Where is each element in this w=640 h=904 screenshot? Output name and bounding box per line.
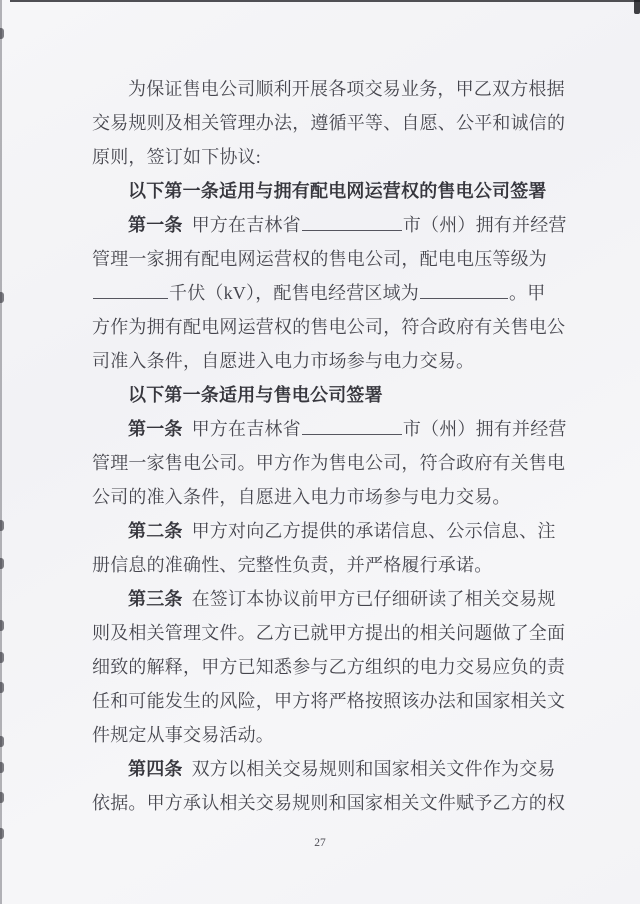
clause-line — [92, 412, 567, 446]
line-text: 交易规则及相关管理办法，遵循平等、自愿、公平和诚信的 — [92, 113, 566, 133]
line-text: 原则，签订如下协议: — [92, 147, 261, 167]
line-text: 为保证售电公司顺利开展各项交易业务，甲乙双方根据 — [128, 79, 565, 99]
scan-binding-mark — [0, 520, 4, 531]
line-text: 甲方对向乙方提供的承诺信息、公示信息、注 — [191, 521, 556, 541]
scan-binding-mark — [0, 558, 4, 569]
line-text: 市（州）拥有并经营 — [402, 419, 567, 439]
clause-line — [92, 208, 567, 242]
document-line — [92, 106, 566, 140]
scan-binding-mark — [0, 762, 4, 773]
line-text: 依据。甲方承认相关交易规则和国家相关文件赋予乙方的权 — [92, 793, 566, 813]
line-text: 则及相关管理文件。乙方已就甲方提出的相关问题做了全面 — [92, 623, 566, 643]
line-text: 公司的准入条件，自愿进入电力市场参与电力交易。 — [92, 487, 511, 507]
line-text: 千伏（kV），配售电经营区域为 — [169, 283, 419, 303]
line-text: 市（州）拥有并经营 — [402, 215, 567, 235]
scan-binding-mark — [0, 620, 4, 631]
line-text: 件规定从事交易活动。 — [92, 725, 274, 745]
document-line — [92, 276, 552, 310]
document-line — [92, 650, 566, 684]
scan-binding-mark — [0, 736, 4, 747]
document-line — [92, 548, 552, 582]
document-line — [92, 616, 566, 650]
clause-number: 第一条 — [128, 215, 183, 235]
scan-binding-mark — [0, 652, 4, 663]
clause-number: 第三条 — [128, 589, 183, 609]
line-text: 在签订本协议前甲方已仔细研读了相关交易规 — [191, 589, 556, 609]
line-text: 双方以相关交易规则和国家相关文件作为交易 — [191, 759, 556, 779]
line-text: 甲方在吉林省 — [191, 419, 301, 439]
section-heading — [92, 174, 552, 208]
page-number: 27 — [314, 837, 326, 849]
fill-in-blank-underline — [302, 226, 402, 231]
line-text: 方作为拥有配电网运营权的售电公司，符合政府有关售电公 — [92, 317, 566, 337]
document-body — [92, 72, 567, 820]
document-line — [92, 684, 566, 718]
fill-in-blank-underline — [302, 430, 402, 435]
clause-number: 第四条 — [128, 759, 183, 779]
document-line — [92, 446, 566, 480]
document-line — [92, 480, 552, 514]
clause-line — [92, 514, 556, 548]
heading-text: 以下第一条适用与拥有配电网运营权的售电公司签署 — [128, 181, 547, 201]
fill-in-blank-underline — [420, 294, 508, 299]
line-text: 甲方在吉林省 — [191, 215, 301, 235]
clause-number: 第一条 — [128, 419, 183, 439]
scan-corner-mark — [634, 0, 640, 14]
document-line — [92, 786, 566, 820]
document-line — [92, 344, 552, 378]
clause-line — [92, 752, 556, 786]
scan-binding-mark — [0, 682, 4, 693]
line-text: 司准入条件，自愿进入电力市场参与电力交易。 — [92, 351, 475, 371]
scan-edge-top — [10, 0, 640, 2]
line-text: 管理一家拥有配电网运营权的售电公司，配电电压等级为 — [92, 249, 547, 269]
document-line — [92, 72, 565, 106]
line-text: 。甲 — [509, 283, 546, 303]
line-text: 管理一家售电公司。甲方作为售电公司，符合政府有关售电 — [92, 453, 566, 473]
section-heading — [92, 378, 552, 412]
document-line — [92, 718, 552, 752]
document-line — [92, 140, 552, 174]
scan-binding-mark — [0, 28, 4, 39]
line-text: 细致的解释，甲方已知悉参与乙方组织的电力交易应负的责 — [92, 657, 566, 677]
scan-binding-mark — [0, 792, 4, 803]
document-line — [92, 242, 552, 276]
heading-text: 以下第一条适用与售电公司签署 — [128, 385, 383, 405]
clause-number: 第二条 — [128, 521, 183, 541]
document-line — [92, 310, 566, 344]
scan-binding-mark — [0, 292, 4, 303]
clause-line — [92, 582, 556, 616]
line-text: 任和可能发生的风险，甲方将严格按照该办法和国家相关文 — [92, 691, 566, 711]
fill-in-blank-underline — [93, 294, 168, 299]
line-text: 册信息的准确性、完整性负责，并严格履行承诺。 — [92, 555, 493, 575]
